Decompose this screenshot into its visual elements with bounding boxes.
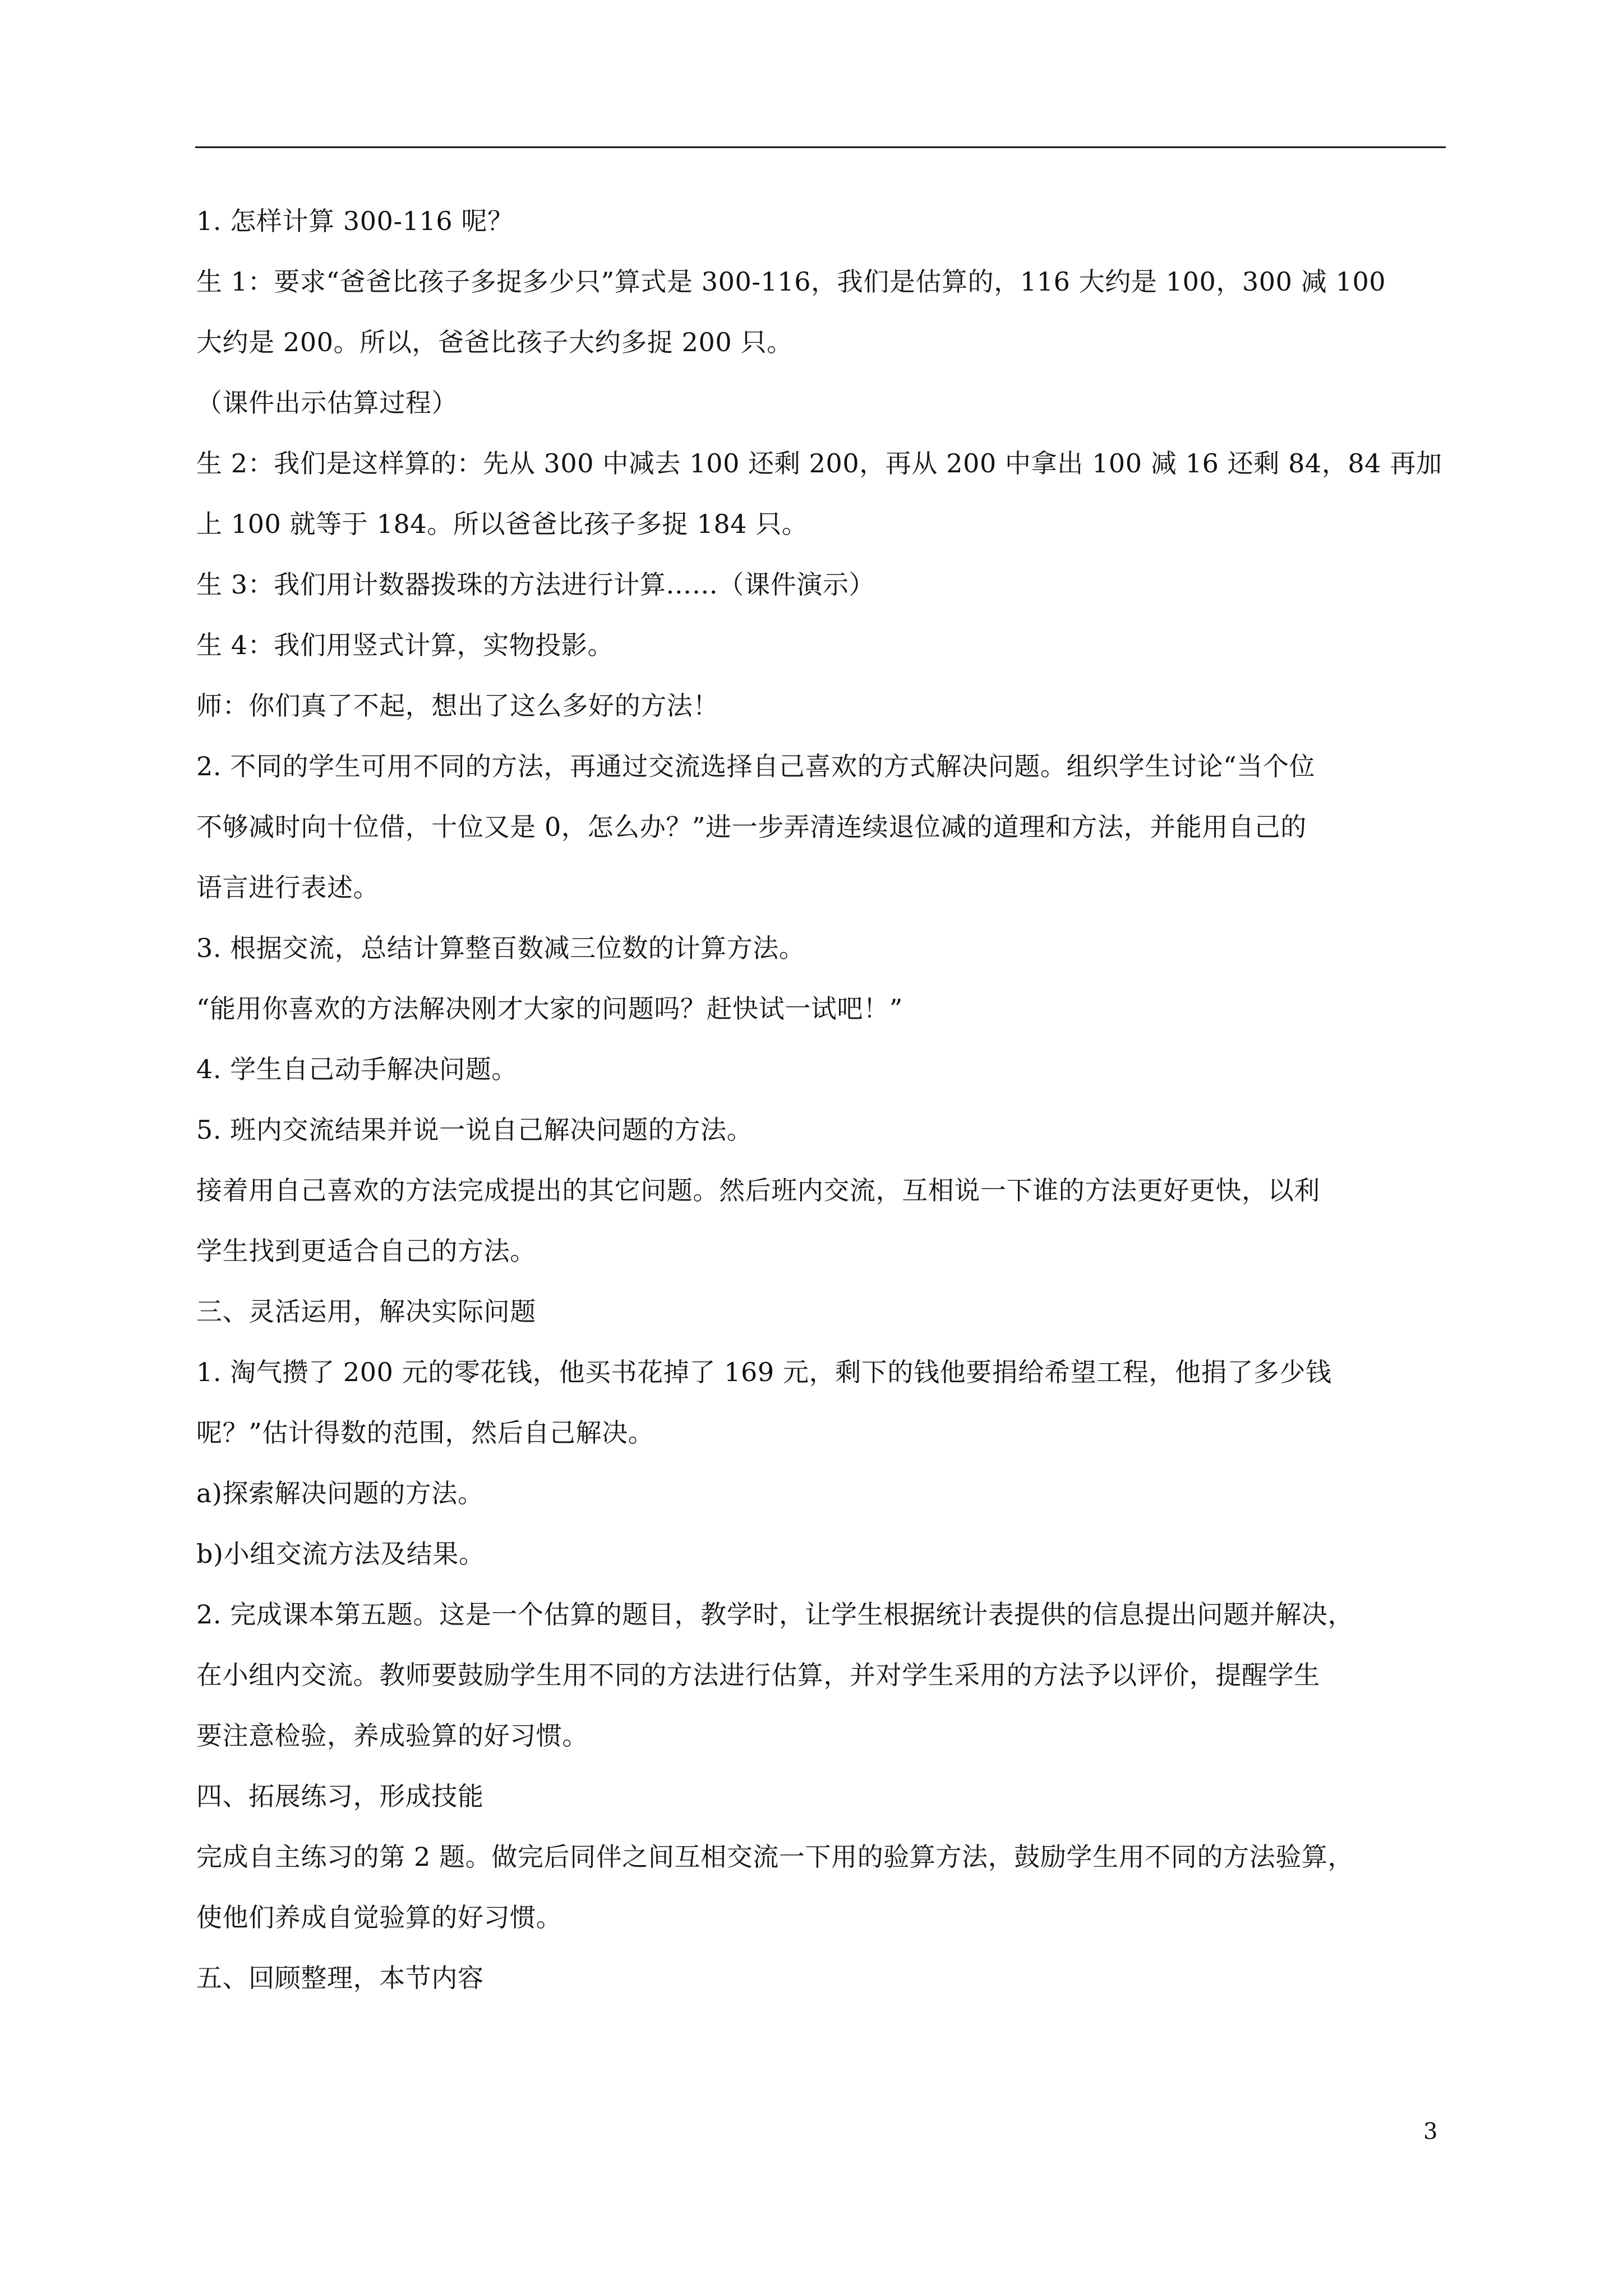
header-rule <box>195 146 1446 148</box>
text-line: 大约是 200。所以，爸爸比孩子大约多捉 200 只。 <box>196 327 793 357</box>
text-line: “能用你喜欢的方法解决刚才大家的问题吗？赶快试一试吧！” <box>196 993 903 1024</box>
text-line: 4. 学生自己动手解决问题。 <box>196 1054 518 1084</box>
text-line: 上 100 就等于 184。所以爸爸比孩子多捉 184 只。 <box>196 509 808 539</box>
text-line: 生 1：要求“爸爸比孩子多捉多少只”算式是 300-116，我们是估算的，116 大约是 100，300 减 100 <box>196 266 1386 297</box>
text-line: 2. 完成课本第五题。这是一个估算的题目，教学时，让学生根据统计表提供的信息提出问题并解决， <box>196 1599 1354 1630</box>
text-line: 1. 怎样计算 300-116 呢？ <box>196 206 514 236</box>
text-line: 呢？”估计得数的范围，然后自己解决。 <box>196 1418 654 1448</box>
section-heading: 四、拓展练习，形成技能 <box>196 1781 484 1811</box>
text-line: 学生找到更适合自己的方法。 <box>196 1236 536 1266</box>
text-line: 完成自主练习的第 2 题。做完后同伴之间互相交流一下用的验算方法，鼓励学生用不同的方法验算， <box>196 1842 1354 1872</box>
text-line: 不够减时向十位借，十位又是 0，怎么办？”进一步弄清连续退位减的道理和方法，并能用自己的 <box>196 812 1307 842</box>
text-line: 要注意检验，养成验算的好习惯。 <box>196 1720 588 1751</box>
text-line: 师：你们真了不起，想出了这么多好的方法！ <box>196 691 719 721</box>
text-line: 使他们养成自觉验算的好习惯。 <box>196 1902 562 1932</box>
text-line: 接着用自己喜欢的方法完成提出的其它问题。然后班内交流，互相说一下谁的方法更好更快，以利 <box>196 1175 1320 1205</box>
document-body <box>196 191 1447 2008</box>
text-line: b)小组交流方法及结果。 <box>196 1539 485 1569</box>
section-heading: 五、回顾整理，本节内容 <box>196 1963 484 1993</box>
text-line: 5. 班内交流结果并说一说自己解决问题的方法。 <box>196 1115 753 1145</box>
text-line: 生 3：我们用计数器拨珠的方法进行计算……（课件演示） <box>196 569 875 600</box>
text-line: 3. 根据交流，总结计算整百数减三位数的计算方法。 <box>196 933 805 963</box>
text-line: 生 4：我们用竖式计算，实物投影。 <box>196 630 614 660</box>
section-heading: 三、灵活运用，解决实际问题 <box>196 1296 536 1327</box>
text-line: 生 2：我们是这样算的：先从 300 中减去 100 还剩 200，再从 200 中拿出 100 减 16 还剩 84，84 再加 <box>196 448 1442 478</box>
text-line: 2. 不同的学生可用不同的方法，再通过交流选择自己喜欢的方式解决问题。组织学生讨论“当个位 <box>196 751 1316 781</box>
text-line: 1. 淘气攒了 200 元的零花钱，他买书花掉了 169 元，剩下的钱他要捐给希望工程，他捐了多少钱 <box>196 1357 1332 1387</box>
text-line: （课件出示估算过程） <box>196 388 458 418</box>
text-line: 在小组内交流。教师要鼓励学生用不同的方法进行估算，并对学生采用的方法予以评价，提醒学生 <box>196 1660 1320 1690</box>
page-number: 3 <box>1423 2119 1438 2145</box>
text-line: a)探索解决问题的方法。 <box>196 1478 484 1508</box>
text-line: 语言进行表述。 <box>196 872 380 903</box>
